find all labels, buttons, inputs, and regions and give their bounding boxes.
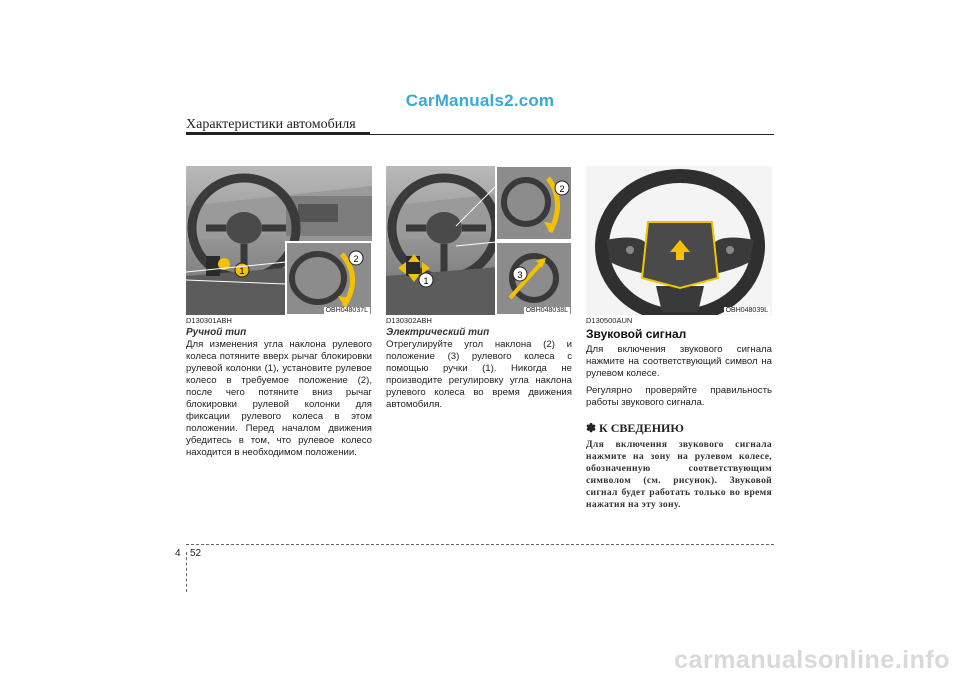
callout-1: 1: [423, 276, 429, 286]
notice-title: ✽ К СВЕДЕНИЮ: [586, 421, 684, 435]
column-horn: [586, 316, 772, 511]
subtitle-manual-type: Ручной тип: [186, 327, 247, 338]
figure-code: OBH048037L: [325, 307, 368, 314]
header-rule-thick: [186, 132, 370, 135]
watermark-bottom: carmanualsonline.info: [674, 646, 950, 674]
doc-code: D130301ABH: [186, 316, 232, 325]
header-rule-thin: [370, 134, 774, 135]
horn-steering-wheel-photo: [586, 166, 772, 315]
callout-2: 2: [353, 254, 359, 264]
figure-horn: [586, 166, 772, 315]
section-title: Характеристики автомобиля: [186, 117, 356, 132]
figure-electric-tilt: [386, 166, 572, 315]
figure-code: OBH048038L: [525, 307, 568, 314]
electric-tilt-photo: [386, 166, 572, 315]
body-text: Для изменения угла наклона рулевого колеса потяните вверх рычаг блокировки рулевой колонки (1), установите рулевое колесо в требуемое положение (2), после чего потяните вниз рычаг блокировки рулевой колонки для фиксации рулевого колеса в этом положении. Перед началом движения убедитесь в том, что рулевое колесо находится в необходимом положении.: [186, 339, 372, 458]
callout-2: 2: [559, 184, 565, 194]
doc-code: D130500AUN: [586, 316, 633, 325]
body-text-1: Для включения звукового сигнала нажмите на соответствующий символ на рулевом колесе.: [586, 344, 772, 379]
body-text-2: Регулярно проверяйте правильность работы звукового сигнала.: [586, 385, 772, 408]
watermark-top: CarManuals2.com: [405, 91, 555, 110]
callout-3: 3: [517, 270, 523, 280]
horn-title: Звуковой сигнал: [586, 327, 687, 341]
manual-tilt-photo: [186, 166, 372, 315]
figure-code: OBH048039L: [725, 307, 768, 314]
notice-text: Для включения звукового сигнала нажмите на зону на рулевом колесе, обозначенную соответствующим символом (см. рисунок). Звуковой сигнал будет работать только во время нажатия на эту зону.: [586, 439, 772, 510]
column-electric-tilt: [386, 316, 572, 411]
subtitle-electric-type: Электрический тип: [386, 327, 490, 338]
doc-code: D130302ABH: [386, 316, 432, 325]
body-text: Отрегулируйте угол наклона (2) и положение (3) рулевого колеса с помощью ручки (1). Никогда не производите регулировку угла наклона рулевого колеса во время движения автомобиля.: [386, 339, 572, 410]
column-manual-tilt: [186, 316, 372, 459]
figure-manual-tilt: [186, 166, 372, 315]
footer-vline: [186, 552, 187, 592]
page-number: 52: [190, 548, 202, 559]
footer-rule: [186, 544, 774, 545]
callout-1: 1: [239, 266, 245, 276]
page-chapter: 4: [175, 548, 181, 559]
